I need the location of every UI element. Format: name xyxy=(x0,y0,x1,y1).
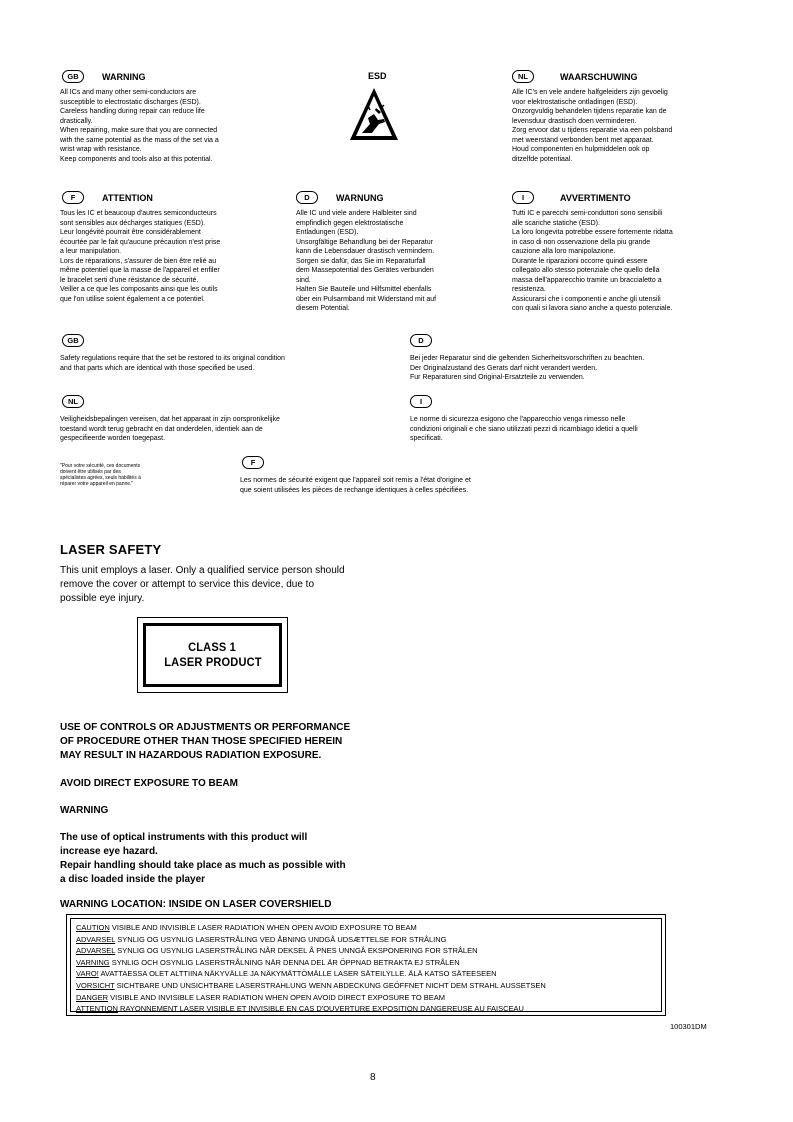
optical-warning: The use of optical instruments with this product will increase eye hazard. Repair handling should take place as much as possible with a disc loaded inside the player xyxy=(60,832,346,885)
warning-keyword: CAUTION xyxy=(76,923,110,932)
laser-warning-line xyxy=(76,980,656,992)
safety-i-heading xyxy=(410,395,432,408)
laser-warning-line xyxy=(76,945,656,957)
laser-warning-line xyxy=(76,1003,656,1015)
warning-line-text: SYNLIG OG USYNLIG LASERSTRÅLING VED ÅBNING UNDGÅ UDSÆTTELSE FOR STRÅLING xyxy=(115,934,447,944)
language-badge-nl: NL xyxy=(62,395,84,408)
language-badge-d: D xyxy=(296,191,318,204)
warning-keyword: VARO! xyxy=(76,969,99,979)
controls-caution: USE OF CONTROLS OR ADJUSTMENTS OR PERFORMANCE OF PROCEDURE OTHER THAN THOSE SPECIFIED HEREIN MAY RESULT IN HAZARDOUS RADIATION EXPOSURE. xyxy=(60,722,351,761)
safety-gb-heading xyxy=(62,334,84,347)
laser-safety-intro: This unit employs a laser. Only a qualified service person should remove the cover or attempt to service this device, due to possible eye injury. xyxy=(60,565,345,604)
language-badge-i: I xyxy=(512,191,534,204)
d-warning-title: WARNUNG xyxy=(336,192,384,203)
laser-warning-line xyxy=(76,922,656,934)
f-warning-text: Tous les IC et beaucoup d'autres semiconducteurs sont sensibles aux décharges statiques (ESD). Leur longévité pourrait être considérablement écourtée par le fait qu'aucune précaution n'est prise a leur manipulation. Lors de réparations, s'assurer de bien être relié au même potentiel que la masse de l'appareil et enfiler le bracelet serti d'une résistance de sécurité. Veiller a ce que les composants ainsi que les outils que l'on utilise soient également a ce potentiel. xyxy=(60,210,221,303)
d-warning-heading xyxy=(296,191,384,204)
i-warning-text: Tutti IC e parecchi semi-conduttori sono sensibili alle scariche statiche (ESD). La loro longevita potrebbe essere fortemente ridatta in caso di non osservazione della piu grande cauzione alla loro manipolazione. Durante le riparazioni occorre quindi essere collegato allo stesso potenziale che quello della massa dell'apparecchio tramite un braccialetto a resistenza. Assicurarsi che i componenti e anche gli utensili con quali si lavora siano anche a questo potenziale. xyxy=(512,210,673,312)
warning-line-text: SYNLIG OG USYNLIG LASERSTRÅLING NÅR DEKSEL Å PNES UNNGÅ EKSPONERING FOR STRÅLEN xyxy=(115,946,478,956)
laser-warning-label-lines xyxy=(70,918,662,1012)
f-warning-title: ATTENTION xyxy=(102,192,153,203)
warning-keyword: VORSICHT xyxy=(76,980,115,990)
gb-warning-title: WARNING xyxy=(102,71,146,82)
class-1-laser-label xyxy=(137,617,288,693)
language-badge-gb: GB xyxy=(62,70,84,83)
warning-line-text: SYNLIG OCH OSYNLIG LASERSTRÅLNING NÄR DENNA DEL ÄR ÖPPNAD BETRAKTA EJ STRÅLEN xyxy=(109,957,460,967)
language-badge-f: F xyxy=(62,191,84,204)
nl-warning-title: WAARSCHUWING xyxy=(560,71,638,82)
nl-warning-heading xyxy=(512,70,638,83)
f-warning-heading xyxy=(62,191,153,204)
warning-keyword: VARNING xyxy=(76,957,110,967)
i-warning-heading xyxy=(512,191,631,204)
class-1-laser-label-frame xyxy=(143,623,282,687)
safety-gb-text: Safety regulations require that the set be restored to its original condition and that parts which are identical with those specified be used. xyxy=(60,355,285,372)
i-warning-title: AVVERTIMENTO xyxy=(560,192,631,203)
safety-f-text: Les normes de sécurité exigent que l'appareil soit remis a l'état d'origine et que soient utilisées les pièces de rechange identiques à celles spécifiées. xyxy=(240,477,471,494)
safety-d-text: Bei jeder Reparatur sind die geltenden Sicherheitsvorschriften zu beachten. Der Originalzustand des Gerats darf nicht verandert werden. Fur Reparaturen sind Original-Ersatzteile zu verwenden. xyxy=(410,355,645,381)
document-code: 100301DM xyxy=(670,1022,707,1031)
nl-warning-text: Alle IC's en vele andere halfgeleiders zijn gevoelig voor elektrostatische ontladingen (ESD). Onzorgvuldig behandelen tijdens reparatie kan de levensduur drastisch doen verminderen. Zorg ervoor dat u tijdens reparatie via een polsband met weerstand verbonden bent met apparaat. Houd componenten en hulpmiddelen ook op ditzelfde potentiaal. xyxy=(512,89,673,163)
language-badge-i: I xyxy=(410,395,432,408)
laser-warning-label-box xyxy=(66,914,666,1016)
laser-warning-line xyxy=(76,957,656,969)
warning-line-text: RAYONNEMENT LASER VISIBLE ET INVISIBLE EN CAS D'OUVERTURE EXPOSITION DANGEREUSE AU FAISCEAU xyxy=(117,1004,524,1014)
warning-keyword: ADVARSEL xyxy=(76,934,116,944)
laser-warning-heading: WARNING xyxy=(60,805,109,816)
warning-keyword: ATTENTION xyxy=(76,1004,118,1014)
gb-warning-text: All ICs and many other semi-conductors are susceptible to electrostatic discharges (ESD). Careless handling during repair can reduce life drastically. When repairing, make sure that you are connected with the same potential as the mass of the set via a wrist wrap with resistance. Keep components and tools also at this potential. xyxy=(60,89,219,163)
laser-warning-line xyxy=(76,992,656,1004)
esd-title: ESD xyxy=(368,71,387,81)
language-badge-nl: NL xyxy=(512,70,534,83)
warning-keyword: ADVARSEL xyxy=(76,946,116,956)
language-badge-gb: GB xyxy=(62,334,84,347)
safety-nl-text: Veiligheidsbepalingen vereisen, dat het apparaat in zijn oorspronkelijke toestand wordt terug gebracht en dat onderdelen, identiek aan de gespecifieerde worden toegepast. xyxy=(60,416,280,442)
class-label-line2: LASER PRODUCT xyxy=(163,655,262,669)
laser-safety-title: LASER SAFETY xyxy=(60,542,162,557)
safety-i-text: Le norme di sicurezza esigono che l'apparecchio venga rimesso nelle condizioni originali e che siano utilizzati pezzi di ricambiago idetici a quelli specificati. xyxy=(410,416,638,442)
laser-warning-line xyxy=(76,968,656,980)
safety-nl-heading xyxy=(62,395,84,408)
safety-f-note: "Pour votre sécurité, ces documents doivent être utilisés par des spécialistes agrées, seuls habilités à réparer votre appareil en panne." xyxy=(60,463,141,487)
warning-line-text: AVATTAESSA OLET ALTTIINA NÄKYVÄLLE JA NÄKYMÄTTÖMÄLLE LASER SÄTEILYLLE. ÄLÄ KATSO SÄTEESEEN xyxy=(98,969,497,979)
gb-warning-heading xyxy=(62,70,146,83)
language-badge-f: F xyxy=(242,456,264,469)
safety-d-heading xyxy=(410,334,432,347)
warning-line-text: VISIBLE AND INVISIBLE LASER RADIATION WHEN OPEN AVOID DIRECT EXPOSURE TO BEAM xyxy=(108,992,445,1002)
d-warning-text: Alle IC und viele andere Halbleiter sind empfindlich gegen elektrostatische Entladungen (ESD). Unsorgfältige Behandlung bei der Reparatur kann die Lebensdauer drastisch vermindern. Sorgen sie dafür, das Sie im Reparaturfall dem Massepotential des Gerätes verbunden sind. Halten Sie Bauteile und Hilfsmittel ebenfalls über ein Pulsarmband mit Widerstand mit auf diesem Potential. xyxy=(296,210,437,312)
page-number: 8 xyxy=(370,1072,376,1083)
esd-warning-icon xyxy=(348,86,400,144)
language-badge-d: D xyxy=(410,334,432,347)
warning-keyword: DANGER xyxy=(76,992,109,1002)
avoid-exposure: AVOID DIRECT EXPOSURE TO BEAM xyxy=(60,778,238,789)
warning-location: WARNING LOCATION: INSIDE ON LASER COVERSHIELD xyxy=(60,899,332,910)
laser-warning-line xyxy=(76,934,656,946)
warning-line-text: SICHTBARE UND UNSICHTBARE LASERSTRAHLUNG WENN ABDECKUNG GEÖFFNET NICHT DEM STRAHL AUSSETSEN xyxy=(114,980,546,990)
class-label-line1: CLASS 1 xyxy=(188,640,237,654)
warning-line-text: VISIBLE AND INVISIBLE LASER RADIATION WHEN OPEN AVOID EXPOSURE TO BEAM xyxy=(109,923,417,932)
safety-f-heading xyxy=(242,456,264,469)
